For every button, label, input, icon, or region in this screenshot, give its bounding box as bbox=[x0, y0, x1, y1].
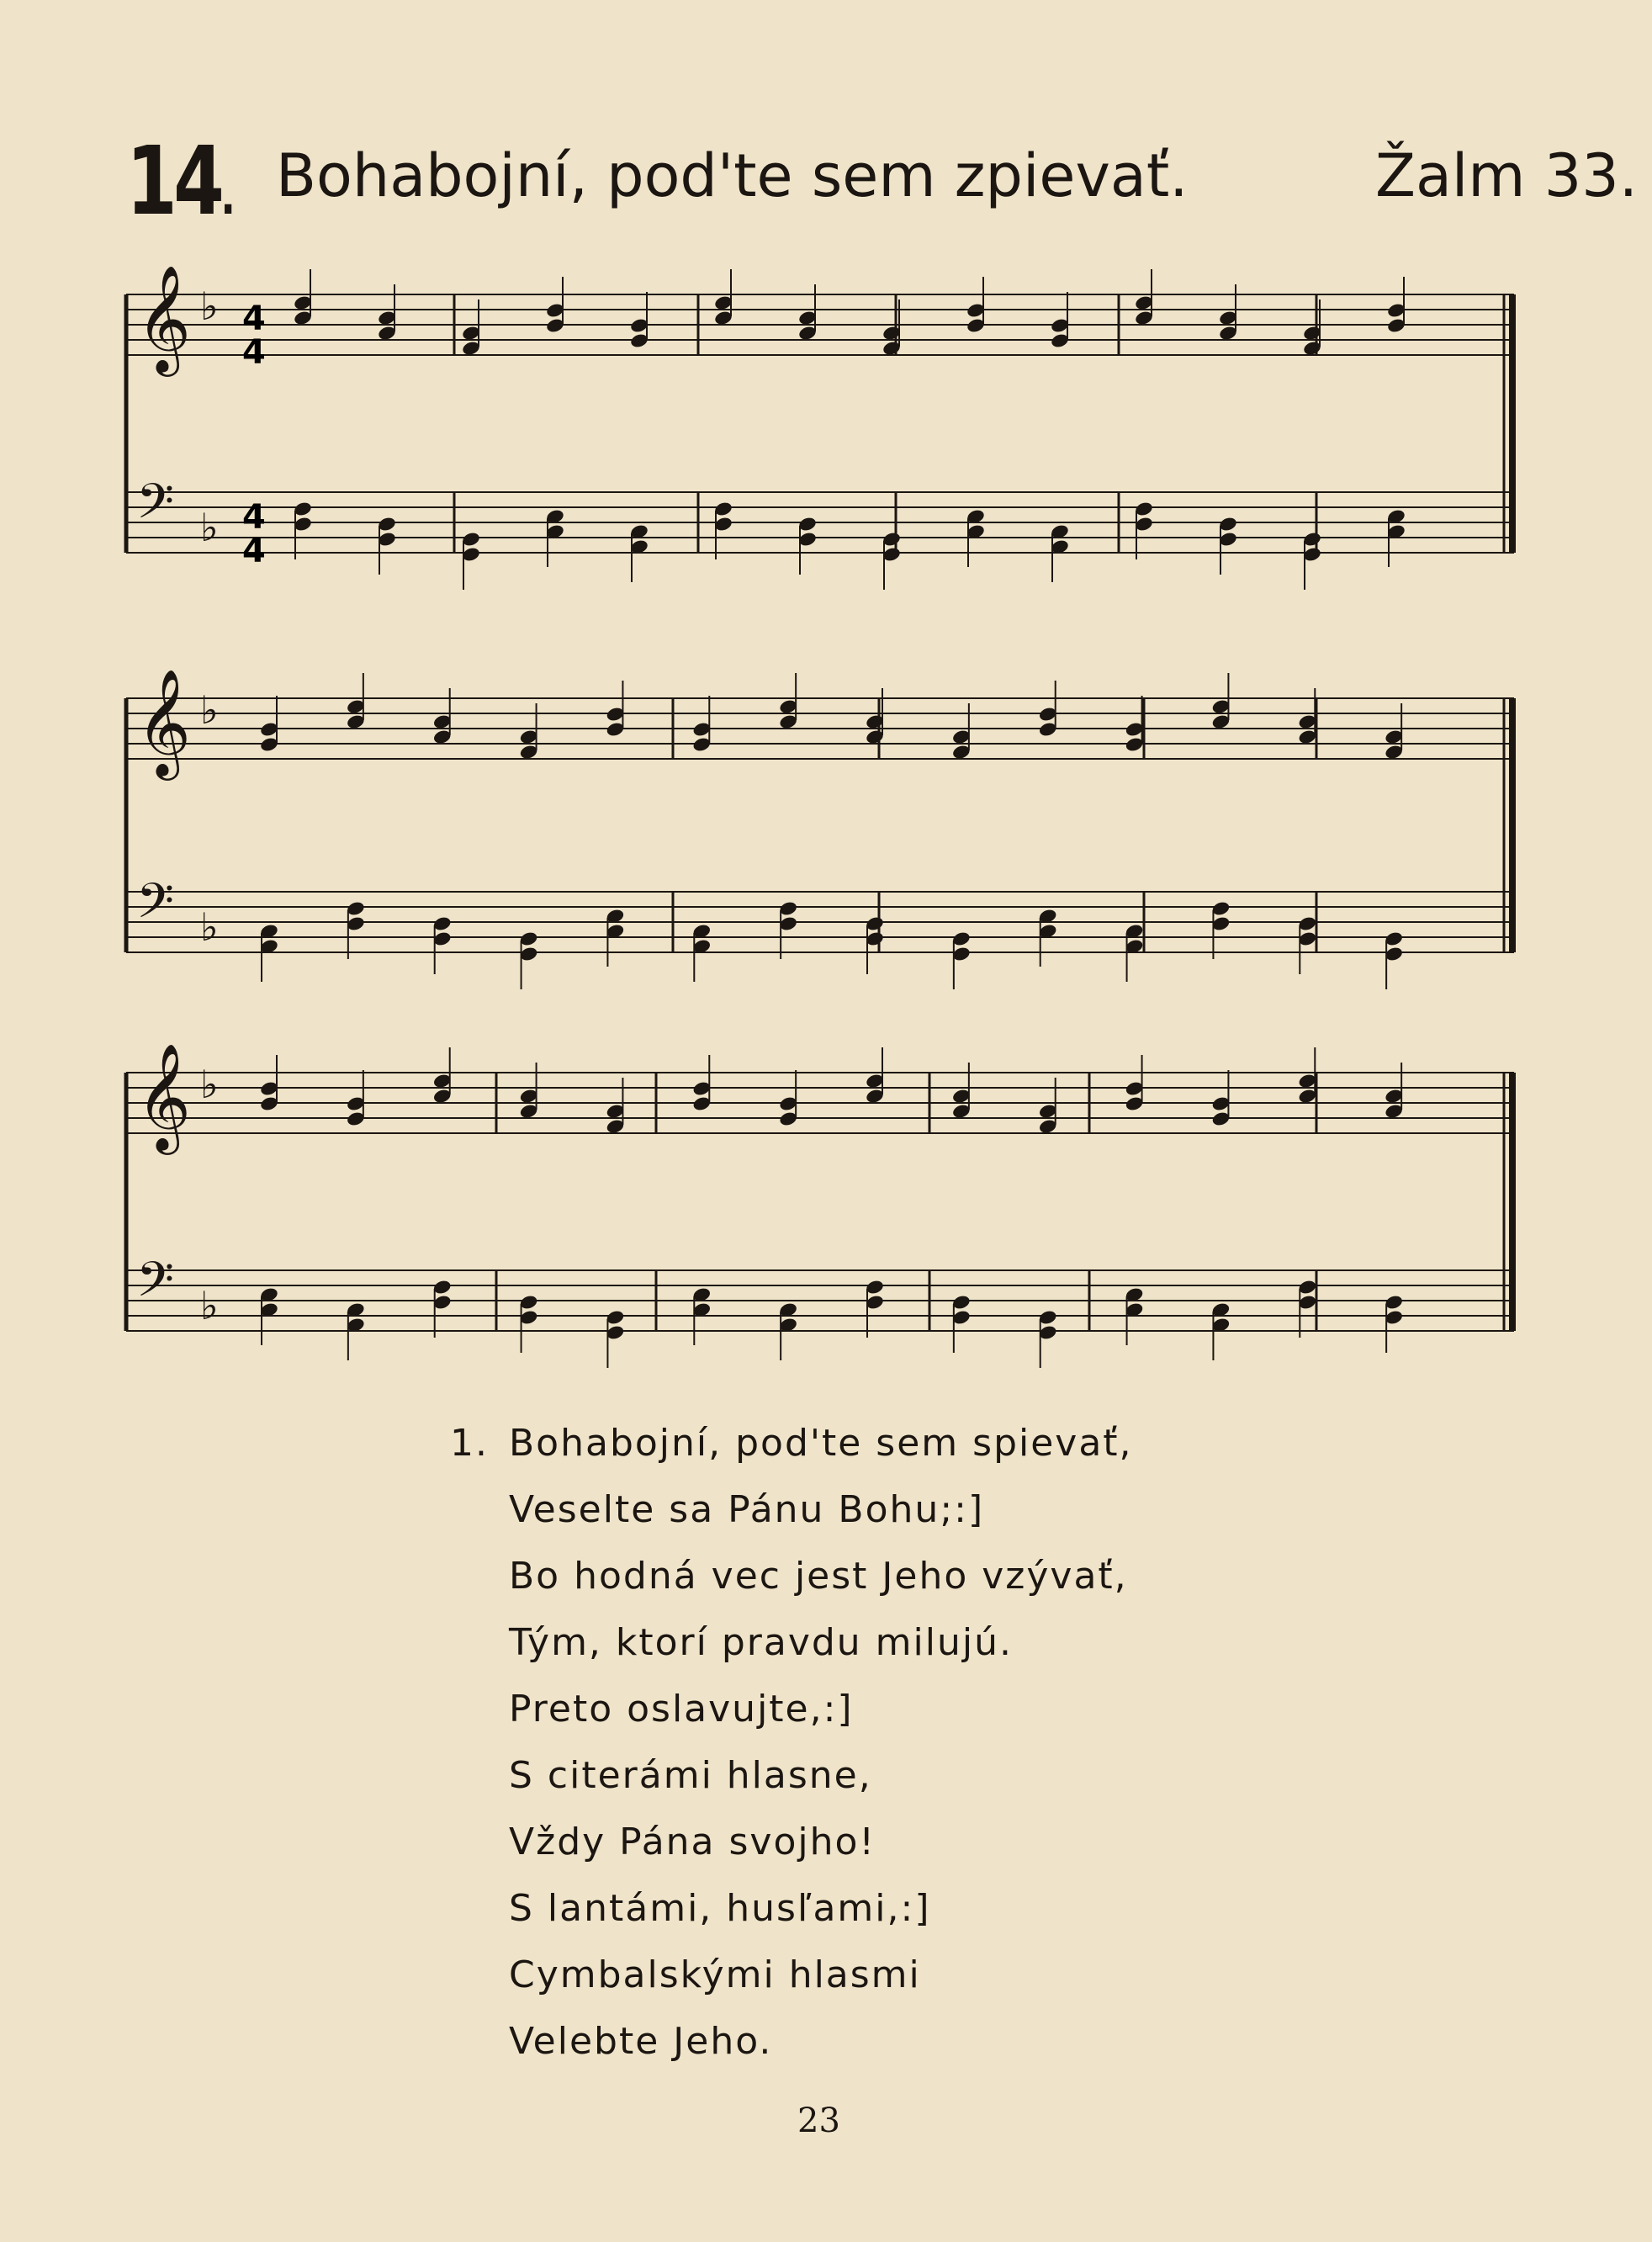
verse-number: 1. bbox=[450, 1422, 489, 1465]
flat-key-signature-icon: ♭ bbox=[200, 904, 219, 950]
time-denominator-bass: 4 bbox=[242, 532, 266, 570]
flat-key-signature-icon: ♭ bbox=[200, 284, 219, 329]
lyric-line: S citerámi hlasne, bbox=[509, 1754, 872, 1797]
lyric-line: Preto oslavujte,:] bbox=[509, 1688, 854, 1731]
lyric-line: Cymbalskými hlasmi bbox=[509, 1953, 921, 1996]
lyric-line: Bo hodná vec jest Jeho vzývať, bbox=[509, 1555, 1128, 1598]
flat-key-signature-icon: ♭ bbox=[200, 687, 219, 733]
lyric-line: S lantámi, husľami,:] bbox=[509, 1887, 931, 1930]
hymn-title: Bohabojní, pod'te sem zpievať. bbox=[276, 141, 1189, 210]
treble-clef-icon: 𝄞 bbox=[136, 668, 192, 776]
bass-clef-icon: 𝄢 bbox=[136, 473, 175, 542]
time-signature-treble bbox=[242, 299, 266, 372]
bass-clef-icon: 𝄢 bbox=[136, 1251, 175, 1320]
time-numerator-bass: 4 bbox=[242, 498, 266, 537]
lyric-line: Veselte sa Pánu Bohu;:] bbox=[509, 1488, 985, 1531]
treble-clef-icon: 𝄞 bbox=[136, 1042, 192, 1150]
final-bar-heavy bbox=[1509, 1073, 1516, 1331]
time-numerator-treble: 4 bbox=[242, 299, 266, 338]
treble-clef-icon: 𝄞 bbox=[136, 264, 192, 372]
psalm-reference: Žalm 33. bbox=[1375, 141, 1639, 210]
hymn-number: 14. bbox=[126, 127, 232, 236]
lyric-line: Bohabojní, pod'te sem spievať, bbox=[509, 1422, 1133, 1465]
time-signature-bass bbox=[242, 498, 266, 570]
flat-key-signature-icon: ♭ bbox=[200, 1283, 219, 1328]
final-bar-heavy bbox=[1509, 294, 1516, 553]
bass-clef-icon: 𝄢 bbox=[136, 872, 175, 941]
lyric-line: Tým, ktorí pravdu milujú. bbox=[509, 1621, 1013, 1664]
lyric-line: Velebte Jeho. bbox=[509, 2020, 773, 2063]
time-denominator-treble: 4 bbox=[242, 333, 266, 372]
flat-key-signature-icon: ♭ bbox=[200, 505, 219, 550]
score-systems bbox=[126, 264, 1516, 1368]
flat-key-signature-icon: ♭ bbox=[200, 1062, 219, 1107]
hymn-number-text: 14 bbox=[126, 127, 221, 236]
final-bar-heavy bbox=[1509, 698, 1516, 952]
page-number: 23 bbox=[797, 2102, 840, 2140]
lyric-line: Vždy Pána svojho! bbox=[509, 1821, 876, 1863]
